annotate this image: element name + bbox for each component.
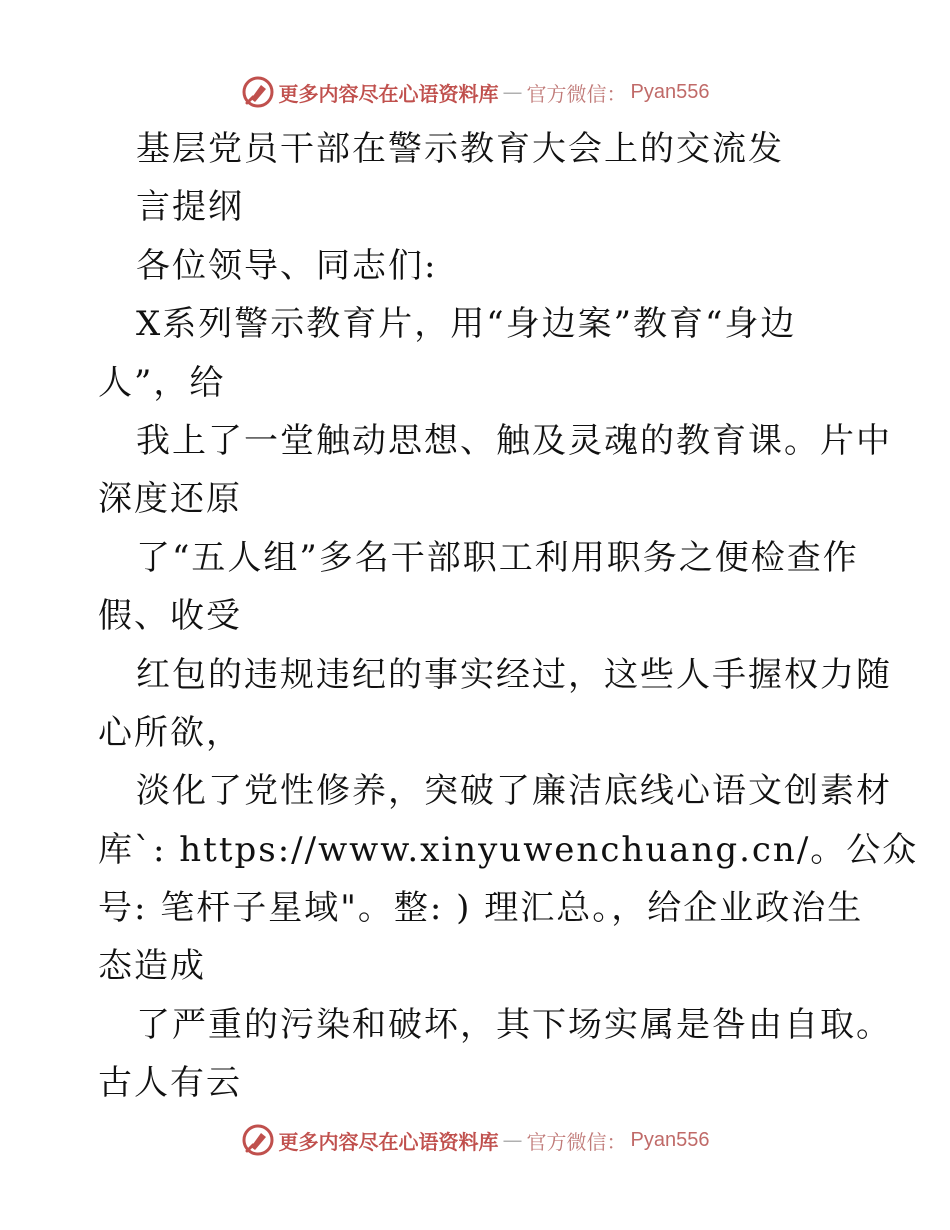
paragraph-line: 号: 笔杆子星域"。整: ) 理汇总。，给企业政治生 [98, 888, 864, 929]
paragraph-line: 人”，给 [98, 362, 226, 403]
watermark-wechat-id: Pyan556 [630, 80, 710, 103]
paragraph-line: 古人有云 [98, 1063, 242, 1104]
salutation-line: 各位领导、同志们: [136, 245, 438, 286]
paragraph-line: 库`: https://www.xinyuwenchuang.cn/。公众 [98, 829, 919, 870]
footer-watermark-banner [0, 1120, 950, 1160]
watermark-dash: — [502, 1128, 523, 1152]
paragraph-line: 心所欲， [98, 712, 242, 753]
paragraph-line: 了“五人组”多名干部职工利用职务之便检查作 [136, 537, 859, 578]
pen-nib-circle-icon [241, 1123, 275, 1157]
paragraph-line: 淡化了党性修养，突破了廉洁底线心语文创素材 [136, 771, 892, 812]
title-line: 言提纲 [136, 187, 244, 228]
paragraph-line: 我上了一堂触动思想、触及灵魂的教育课。片中 [136, 420, 892, 461]
watermark-site-text: 更多内容尽在心语资料库 [278, 1129, 499, 1154]
watermark-wechat-label: 官方微信： [526, 81, 627, 106]
header-watermark-banner [0, 72, 950, 112]
watermark-wechat-id: Pyan556 [630, 1128, 710, 1151]
paragraph-line: 深度还原 [98, 479, 242, 520]
paragraph-line: 了严重的污染和破坏，其下场实属是咎由自取。 [136, 1004, 892, 1045]
title-line: 基层党员干部在警示教育大会上的交流发 [136, 129, 784, 169]
watermark-site-text: 更多内容尽在心语资料库 [278, 81, 499, 106]
document-body [98, 120, 919, 1113]
paragraph-line: 红包的违规违纪的事实经过，这些人手握权力随 [136, 654, 892, 695]
pen-nib-circle-icon [241, 75, 275, 109]
paragraph-line: 假、收受 [98, 596, 242, 637]
paragraph-line: X系列警示教育片，用“身边案”教育“身边 [136, 304, 797, 345]
watermark-wechat-label: 官方微信： [526, 1129, 627, 1154]
paragraph-line: 态造成 [98, 946, 206, 987]
watermark-dash: — [502, 80, 523, 104]
